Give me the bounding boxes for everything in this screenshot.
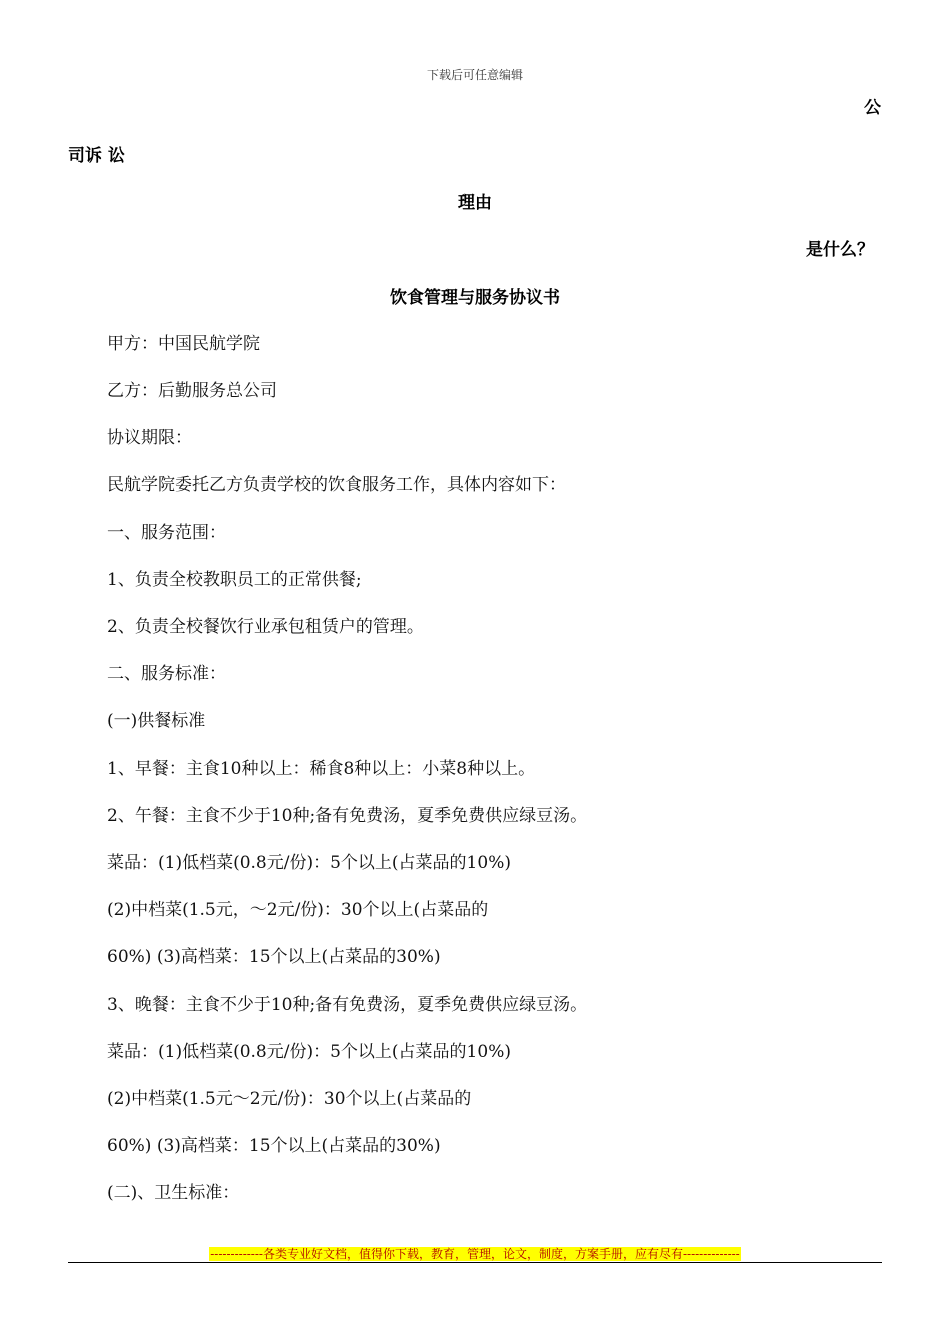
body-line: 3、晚餐：主食不少于10种;备有免费汤，夏季免费供应绿豆汤。 <box>107 995 588 1015</box>
body-line: 60%) (3)高档菜：15个以上(占菜品的30%) <box>107 1136 441 1156</box>
body-line: 1、负责全校教职员工的正常供餐; <box>107 570 362 590</box>
agreement-term-line: 协议期限： <box>107 428 192 448</box>
title-fragment-shishenme: 是什么？ <box>806 240 874 260</box>
body-line: 60%) (3)高档菜：15个以上(占菜品的30%) <box>107 947 441 967</box>
body-line: 菜品：(1)低档菜(0.8元/份)：5个以上(占菜品的10%) <box>107 853 511 873</box>
title-fragment-sisong: 司诉 讼 <box>68 146 125 166</box>
body-line: 2、午餐：主食不少于10种;备有免费汤，夏季免费供应绿豆汤。 <box>107 806 588 826</box>
body-line: 1、早餐：主食10种以上：稀食8种以上：小菜8种以上。 <box>107 759 536 779</box>
party-a-line: 甲方：中国民航学院 <box>107 334 260 354</box>
footer-text: -------------各类专业好文档，值得你下载，教育，管理，论文，制度，方案手册，应有尽有-------------- <box>210 1247 740 1261</box>
intro-paragraph: 民航学院委托乙方负责学校的饮食服务工作，具体内容如下： <box>107 475 566 495</box>
body-line: (2)中档菜(1.5元～2元/份)：30个以上(占菜品的 <box>107 1089 472 1109</box>
body-line: 2、负责全校餐饮行业承包租赁户的管理。 <box>107 617 424 637</box>
document-title: 饮食管理与服务协议书 <box>390 288 560 308</box>
body-line: (2)中档菜(1.5元，～2元/份)：30个以上(占菜品的 <box>107 900 489 920</box>
footer-banner <box>0 1243 950 1262</box>
section-heading: 二、服务标准： <box>107 664 226 684</box>
title-fragment-gong: 公 <box>864 98 881 118</box>
body-line: 菜品：(1)低档菜(0.8元/份)：5个以上(占菜品的10%) <box>107 1042 511 1062</box>
subsection-heading: (二)、卫生标准： <box>107 1183 240 1203</box>
footer-divider <box>68 1262 882 1263</box>
section-heading: 一、服务范围： <box>107 523 226 543</box>
party-b-line: 乙方：后勤服务总公司 <box>107 381 277 401</box>
title-fragment-liyou: 理由 <box>458 193 492 213</box>
subsection-heading: (一)供餐标准 <box>107 711 206 731</box>
page-header-note: 下载后可任意编辑 <box>426 68 523 82</box>
